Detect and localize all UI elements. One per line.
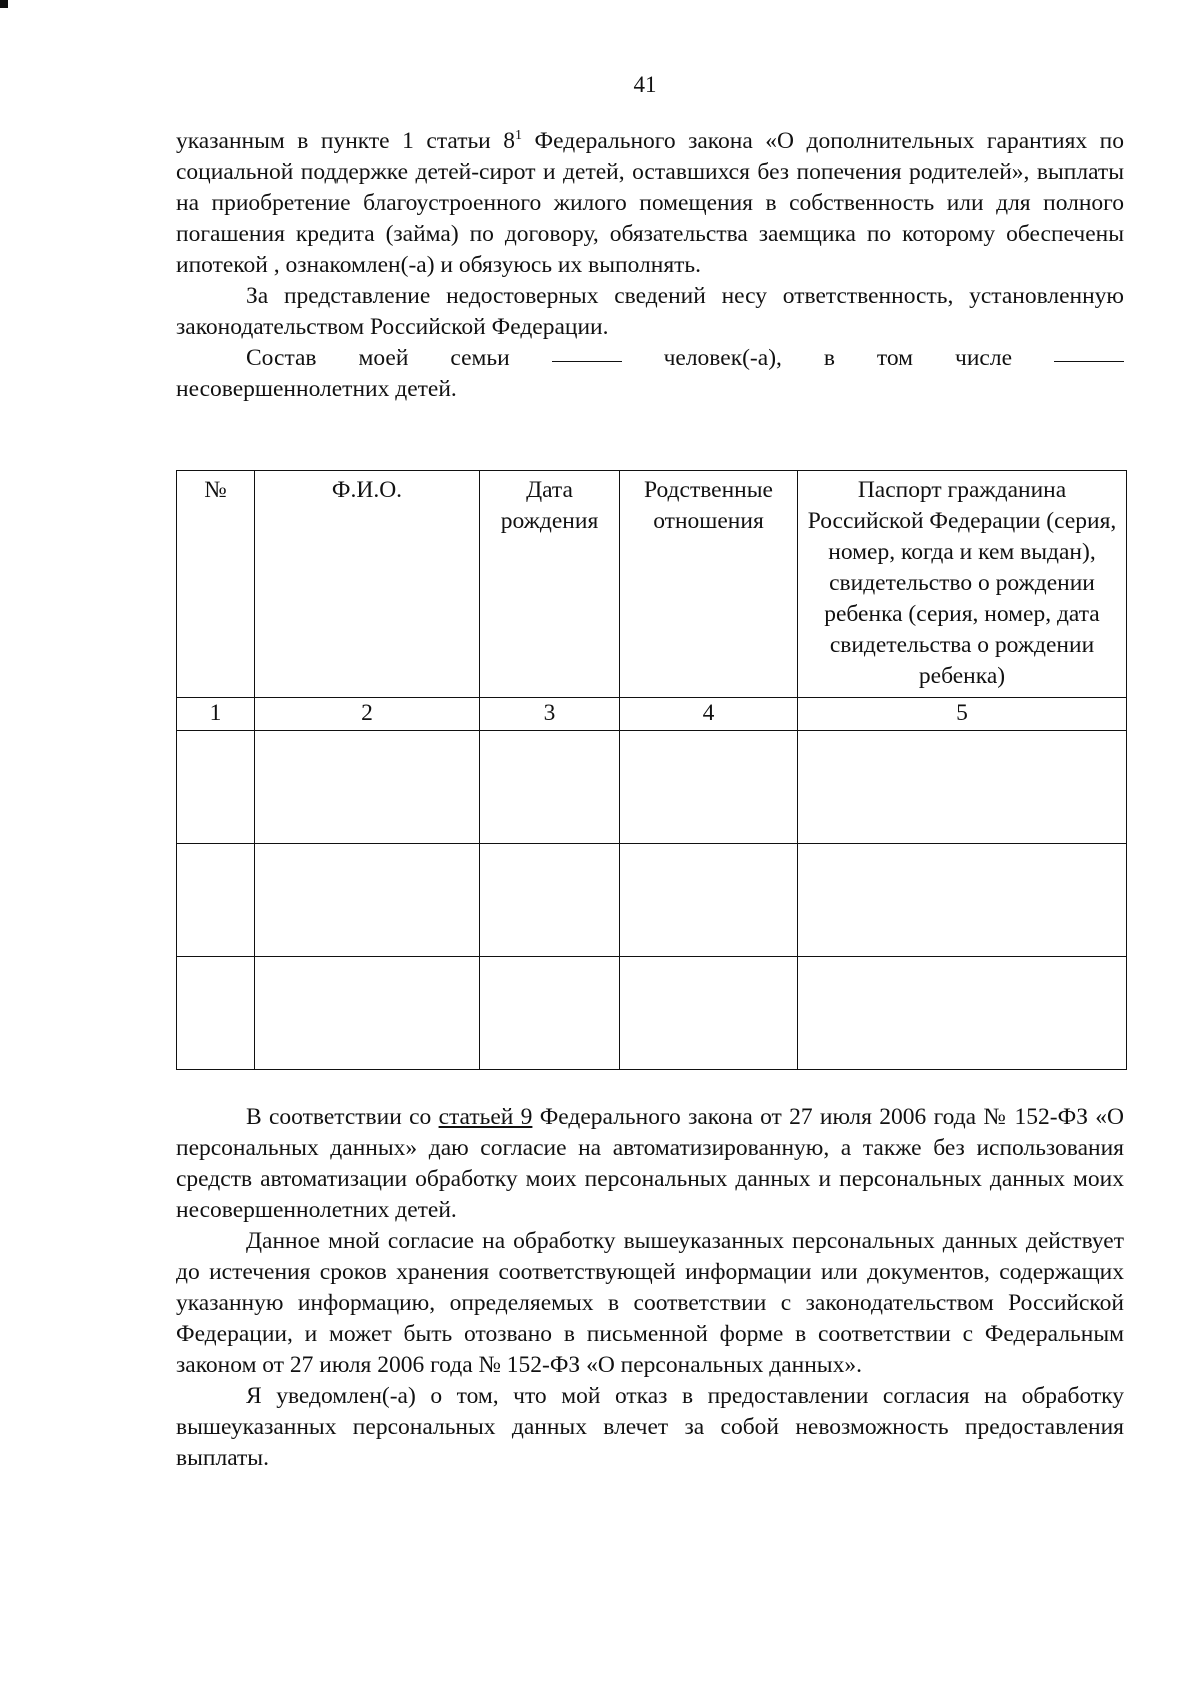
column-number: 5: [798, 698, 1127, 731]
page-number: 41: [633, 72, 657, 97]
column-number: 2: [255, 698, 480, 731]
table-cell[interactable]: [255, 844, 480, 957]
family-composition-line-2: несовершеннолетних детей.: [176, 376, 457, 402]
article-9-link[interactable]: статьей 9: [438, 1104, 533, 1130]
scan-mark: [0, 0, 8, 8]
table-cell[interactable]: [177, 844, 255, 957]
table-cell[interactable]: [480, 957, 620, 1070]
family-size-blank[interactable]: [552, 343, 622, 362]
table-cell[interactable]: [177, 731, 255, 844]
table-cell[interactable]: [177, 957, 255, 1070]
table-cell[interactable]: [798, 731, 1127, 844]
table-cell[interactable]: [798, 957, 1127, 1070]
header-number: №: [177, 471, 255, 698]
table-cell[interactable]: [798, 844, 1127, 957]
family-members-table: [176, 470, 1127, 1070]
paragraph-responsibility: За представление недостоверных сведений несу ответственность, установленную законодательством Российской Федерации.: [176, 283, 1124, 340]
header-full-name: Ф.И.О.: [255, 471, 480, 698]
table-cell[interactable]: [620, 844, 798, 957]
column-number: 3: [480, 698, 620, 731]
table-cell[interactable]: [255, 957, 480, 1070]
column-number: 1: [177, 698, 255, 731]
table-cell[interactable]: [480, 844, 620, 957]
text-section-top: [176, 126, 1124, 405]
text-section-bottom: [176, 1102, 1124, 1474]
table-row: [177, 844, 1127, 957]
header-birth-date: Дата рождения: [480, 471, 620, 698]
table-cell[interactable]: [620, 731, 798, 844]
table-cell[interactable]: [255, 731, 480, 844]
table-row: [177, 731, 1127, 844]
table-cell[interactable]: [480, 731, 620, 844]
table-row: [177, 957, 1127, 1070]
header-passport: Паспорт гражданина Российской Федерации (серия, номер, когда и кем выдан), свидетельство о рождении ребенка (серия, номер, дата свидетельства о рождении ребенка): [798, 471, 1127, 698]
paragraph-consent: В соответствии со статьей 9 Федерального закона от 27 июля 2006 года № 152-ФЗ «О персональных данных» даю согласие на автоматизированную, а также без использования средств автоматизации обработку моих персональных данных и персональных данных моих несовершеннолетних детей.: [176, 1104, 1124, 1223]
minor-children-blank[interactable]: [1054, 343, 1124, 362]
paragraph-consent-validity: Данное мной согласие на обработку вышеуказанных персональных данных действует до истечения сроков хранения соответствующей информации или документов, содержащих указанную информацию, определяемых в соответствии с законодательством Российской Федерации, и может быть отозвано в письменной форме в соответствии с Федеральным законом от 27 июля 2006 года № 152-ФЗ «О персональных данных».: [176, 1228, 1124, 1378]
table-header-row: [177, 471, 1127, 698]
column-number: 4: [620, 698, 798, 731]
paragraph-refusal-notice: Я уведомлен(-а) о том, что мой отказ в предоставлении согласия на обработку вышеуказанных персональных данных влечет за собой невозможность предоставления выплаты.: [176, 1383, 1124, 1471]
header-relationship: Родственные отношения: [620, 471, 798, 698]
family-composition-line: Состав моей семьи человек(-а), в том числе: [176, 343, 1124, 374]
paragraph-conditions: указанным в пункте 1 статьи $8^1$ Федерального закона «О дополнительных гарантиях по социальной поддержке детей-сирот и детей, оставшихся без попечения родителей», выплаты на приобретение благоустроенного жилого помещения в собственность или для полного погашения кредита (займа) по договору, обязательства заемщика по которому обеспечены ипотекой , ознакомлен(-а) и обязуюсь их выполнять.: [176, 128, 1124, 278]
table-cell[interactable]: [620, 957, 798, 1070]
column-number-row: [177, 698, 1127, 731]
